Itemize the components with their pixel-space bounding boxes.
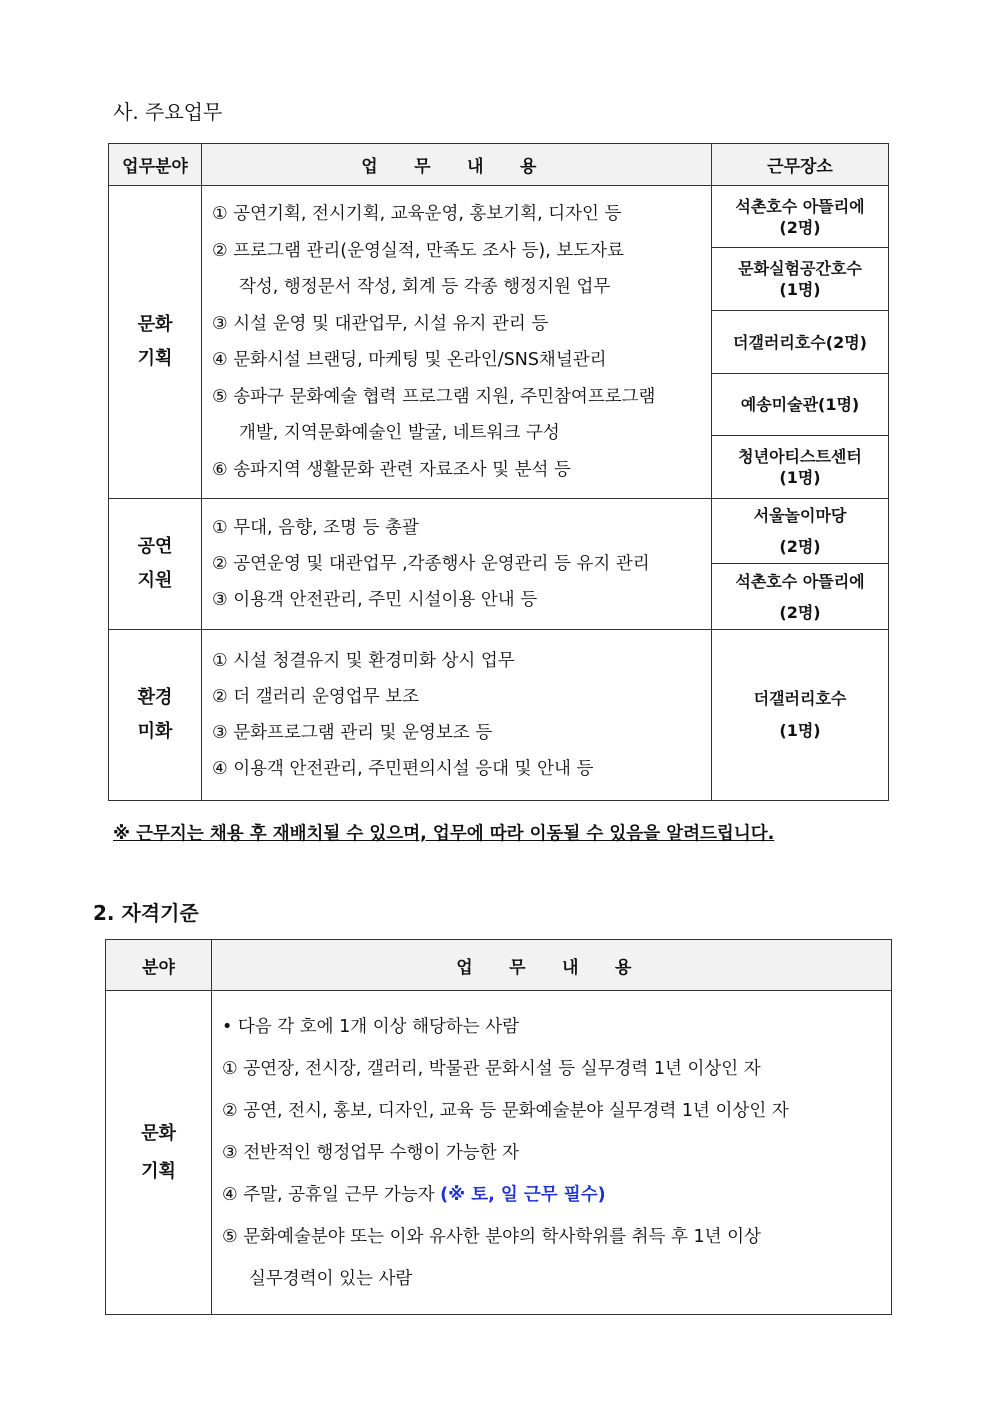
list-item: 실무경력이 있는 사람 (249, 1268, 413, 1289)
place-yesong-museum: 예송미술관(1명) (712, 374, 889, 436)
field-environment-cleaning: 환경 미화 (109, 630, 202, 801)
duties-cultural-planning (202, 186, 712, 499)
list-item: ② 공연운영 및 대관업무 ,각종행사 운영관리 등 유지 관리 (212, 554, 650, 574)
field-performance-support: 공연 지원 (109, 499, 202, 630)
list-item: ① 공연기획, 전시기획, 교육운영, 홍보기획, 디자인 등 (212, 204, 622, 224)
list-item: 작성, 행정문서 작성, 회계 등 각종 행정지원 업무 (239, 277, 611, 297)
list-item: ④ 주말, 공휴일 근무 가능자 (※ 토, 일 근무 필수) (222, 1184, 606, 1205)
header-content-2: 업 무 내 용 (212, 940, 892, 991)
list-item: ③ 전반적인 행정업무 수행이 가능한 자 (222, 1142, 520, 1163)
field-cultural-planning: 문화 기획 (109, 186, 202, 499)
list-item: ③ 문화프로그램 관리 및 운영보조 등 (212, 723, 493, 743)
list-item: ③ 이용객 안전관리, 주민 시설이용 안내 등 (212, 590, 538, 610)
list-item: ③ 시설 운영 및 대관업무, 시설 유지 관리 등 (212, 313, 549, 334)
section-title-qualifications: 2. 자격기준 (93, 901, 199, 925)
header-field: 업무분야 (109, 144, 202, 186)
list-item: ① 무대, 음향, 조명 등 총괄 (212, 518, 419, 538)
section-title-main-duties: 사. 주요업무 (113, 100, 223, 124)
list-item: • 다음 각 호에 1개 이상 해당하는 사람 (222, 1016, 520, 1037)
place-seokchon-atelier-2: 석촌호수 아뜰리에 (2명) (712, 564, 889, 630)
weekend-required-highlight: (※ 토, 일 근무 필수) (440, 1184, 606, 1205)
list-item: ④ 이용객 안전관리, 주민편의시설 응대 및 안내 등 (212, 759, 594, 779)
list-item: ⑤ 송파구 문화예술 협력 프로그램 지원, 주민참여프로그램 (212, 386, 656, 407)
list-item: ② 더 갤러리 운영업무 보조 (212, 687, 419, 707)
header-content: 업 무 내 용 (202, 144, 712, 186)
main-duties-table (108, 143, 889, 801)
list-item: 개발, 지역문화예술인 발굴, 네트워크 구성 (239, 423, 560, 443)
list-item: ① 시설 청결유지 및 환경미화 상시 업무 (212, 651, 515, 671)
qualifications-cultural-planning (212, 991, 892, 1315)
list-item: ② 공연, 전시, 홍보, 디자인, 교육 등 문화예술분야 실무경력 1년 이상인 자 (222, 1100, 789, 1121)
qualifications-table (105, 939, 892, 1315)
duties-performance-support (202, 499, 712, 630)
list-item: ⑥ 송파지역 생활문화 관련 자료조사 및 분석 등 (212, 459, 571, 480)
place-seokchon-atelier: 석촌호수 아뜰리에 (2명) (712, 186, 889, 248)
list-item: ① 공연장, 전시장, 갤러리, 박물관 문화시설 등 실무경력 1년 이상인 자 (222, 1058, 761, 1079)
list-item: ⑤ 문화예술분야 또는 이와 유사한 분야의 학사학위를 취득 후 1년 이상 (222, 1226, 761, 1247)
header-field-2: 분야 (106, 940, 212, 991)
place-the-gallery-hosu-2: 더갤러리호수 (1명) (712, 630, 889, 801)
field-cultural-planning-2: 문화 기획 (106, 991, 212, 1315)
header-place: 근무장소 (712, 144, 889, 186)
list-item: ② 프로그램 관리(운영실적, 만족도 조사 등), 보도자료 (212, 240, 624, 261)
place-youth-artist-center: 청년아티스트센터 (1명) (712, 436, 889, 499)
place-the-gallery-hosu: 더갤러리호수(2명) (712, 311, 889, 374)
place-munhwa-lab-hosu: 문화실험공간호수 (1명) (712, 248, 889, 311)
relocation-note: ※ 근무지는 채용 후 재배치될 수 있으며, 업무에 따라 이동될 수 있음을 알려드립니다. (113, 824, 775, 844)
duties-environment-cleaning (202, 630, 712, 801)
place-seoul-nori-madang: 서울놀이마당 (2명) (712, 499, 889, 564)
list-item: ④ 문화시설 브랜딩, 마케팅 및 온라인/SNS채널관리 (212, 350, 607, 370)
